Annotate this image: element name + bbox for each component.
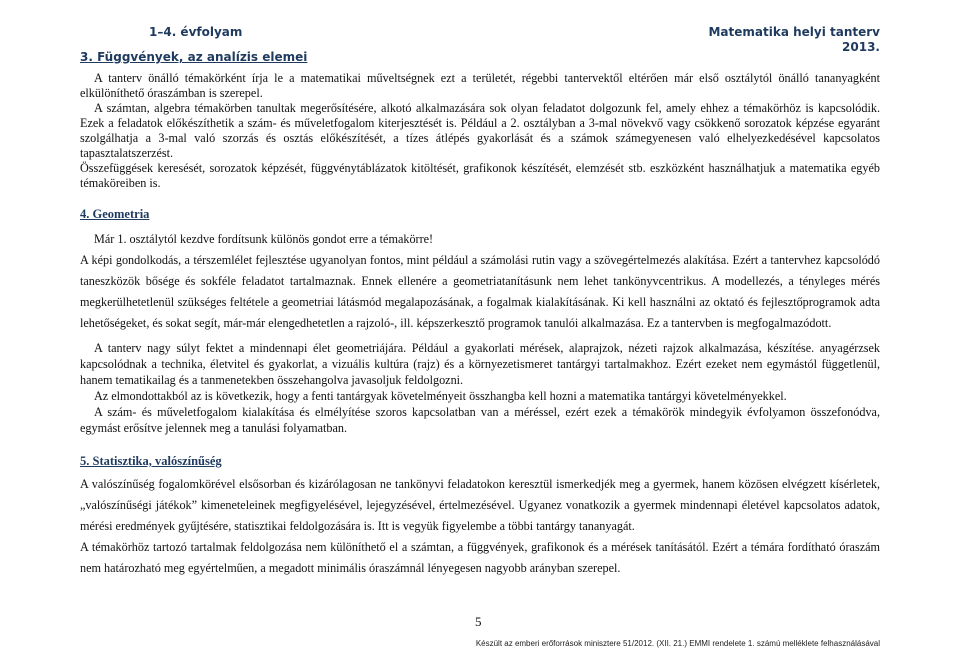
section-3-paragraph: A tanterv önálló témakörként írja le a matematikai műveltségnek ezt a területét, régebbi tantervektől eltérően már első osztálytól önálló tananyagként elkülöníthető óraszámban is szerepel. — [80, 71, 880, 100]
section-5-heading: 5. Statisztika, valószínűség — [80, 454, 222, 468]
section-4-paragraph: Az elmondottakból az is következik, hogy a fenti tantárgyak követelményeit összhangba kell hozni a matematika tantárgyi követelményekkel. — [94, 389, 787, 403]
page-number: 5 — [475, 614, 482, 629]
section-4-body-lower — [80, 340, 880, 436]
section-4-paragraph: A tanterv nagy súlyt fektet a mindennapi élet geometriájára. Például a gyakorlati mérések, alaprajzok, nézeti rajzok alkalmazása, készítése. anyagérzsek kapcsolódnak a technika, életvitel és gyakorlat, a vizuális kultúra (rajz) és a környezetismeret tantárgyi tartalmakhoz. Ezért ezeket nem egymástól függetlenül, hanem tematikailag és a tanmenetekben összehangolva javasoljuk feldolgozni. — [80, 341, 880, 387]
header-doc-title: Matematika helyi tanterv — [708, 25, 880, 39]
section-4-paragraph: A szám- és műveletfogalom kialakítása és elmélyítése szoros kapcsolatban van a méréssel, ezért ezek a témakörök mindegyik évfolyamon összefonódva, egymást erősítve jelennek meg a tanulási folyamatban. — [80, 405, 880, 435]
section-5-paragraph: A valószínűség fogalomkörével elsősorban és kizárólagosan ne tankönyvi feladatokon keresztül ismerkedjék meg a gyermek, hanem közösen elvégzett kísérletek, „valószínűségi játékok” kimeneteleinek megfigyelésével, lejegyzésével, értelmezésével. Ugyanez vonatkozik a gyermek mindennapi életével kapcsolatos adatok, mérési eredmények gyűjtésére, statisztikai feldolgozására is. Itt is vegyük figyelembe a többi tantárgy tananyagát. — [80, 477, 880, 533]
footer-note: Készült az emberi erőforrások minisztere 51/2012. (XII. 21.) EMMI rendelete 1. számú melléklete felhasználásával — [475, 639, 880, 648]
section-4-body — [80, 229, 880, 334]
section-3-paragraph: A számtan, algebra témakörben tanultak megerősítésére, alkotó alkalmazására sok olyan feladatot dolgozunk fel, amely ehhez a témakörhöz is kapcsolódik. Ezek a feladatok előkészíthetik a szám- és műveletfogalom kiterjesztését is. Például a 2. osztályban a 3-mal növekvő vagy csökkenő sorozatok képzése egyaránt szolgálhatja a 3-mal való szorzás és osztás előkészítését, a tízes átlépés gyakorlását és a számok számegyenesen való elhelyezkedésével kapcsolatos tapasztalatszerzést. — [80, 101, 880, 160]
section-4-heading: 4. Geometria — [80, 207, 150, 221]
section-3-paragraph: Összefüggések keresését, sorozatok képzését, függvénytáblázatok kitöltését, grafikonok készítését, elemzését stb. eszközként használhatjuk a matematika egyéb témaköreiben is. — [80, 161, 880, 190]
section-3-body — [80, 71, 880, 191]
section-5-body — [80, 474, 880, 537]
section-5-body-lower — [80, 537, 880, 579]
header-year: 2013. — [842, 40, 880, 54]
section-3-heading: 3. Függvények, az analízis elemei — [80, 50, 308, 64]
section-4-paragraph: A képi gondolkodás, a térszemlélet fejlesztése ugyanolyan fontos, mint például a számolási rutin vagy a szövegértelmezés alakítása. Ezért a tantervhez kapcsolódó taneszközök bősége és sokféle feladatot tartalmaznak. Ennek ellenére a geometriatanításunk nem lehet tankönyvcentrikus. A modellezés, a tényleges mérés megkerülhetetlenül szükséges feltétele a geometriai látásmód megalapozásának, a fogalmak kialakításának. Ki kell használni az oktató és fejlesztőprogramok adta lehetőségeket, és sokat segít, már-már elengedhetetlen a rajzoló-, ill. képszerkesztő programok tanulói alkalmazása. Ez a tantervben is megfogalmazódott. — [80, 253, 880, 330]
section-5-paragraph: A témakörhöz tartozó tartalmak feldolgozása nem különíthető el a számtan, a függvények, grafikonok és a mérések tanításától. Ezért a témára fordítható óraszám nem határozható meg egyértelműen, a megadott minimális óraszámnál lényegesen nagyobb arányban szerepel. — [80, 540, 880, 575]
header-grade: 1–4. évfolyam — [149, 25, 243, 39]
header-right — [708, 25, 880, 55]
section-4-paragraph: Már 1. osztálytól kezdve fordítsunk különös gondot erre a témakörre! — [94, 232, 434, 246]
